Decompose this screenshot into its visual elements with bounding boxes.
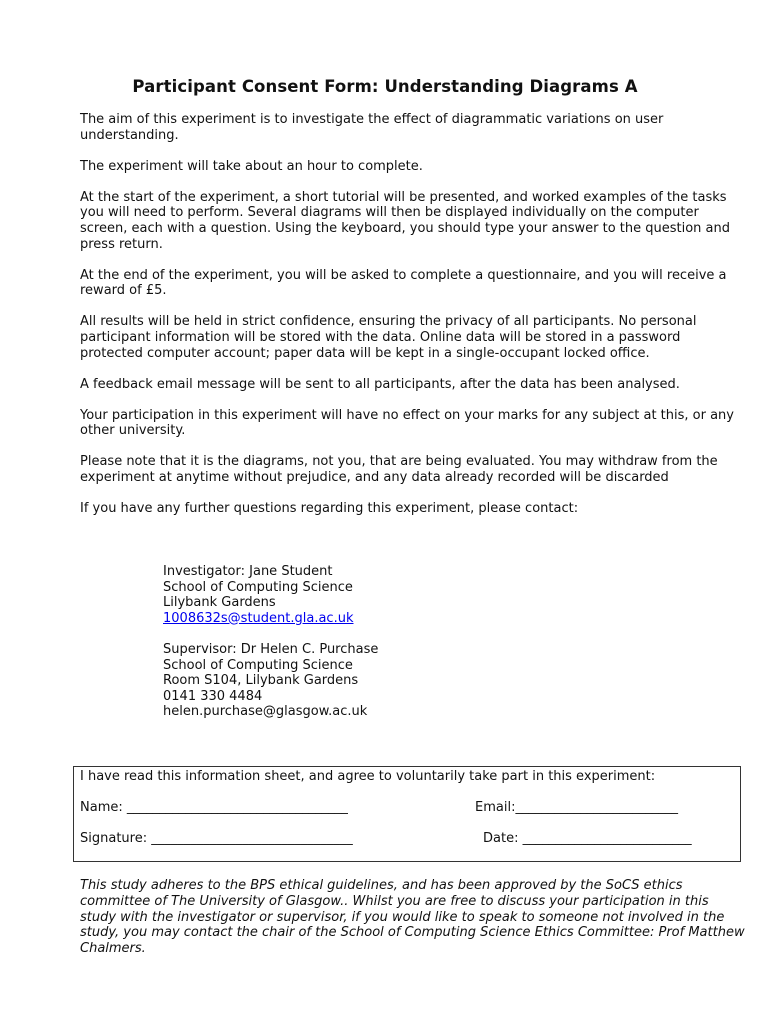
information-text bbox=[80, 112, 745, 532]
investigator-address: Lilybank Gardens bbox=[163, 595, 276, 611]
supervisor-school: School of Computing Science bbox=[163, 657, 353, 673]
investigator-contact bbox=[163, 564, 563, 626]
investigator-email-link[interactable]: 1008632s@student.gla.ac.uk bbox=[163, 610, 354, 626]
paragraph-duration: The experiment will take about an hour to complete. bbox=[80, 158, 423, 174]
email-field[interactable]: Email:_________________________ bbox=[475, 800, 678, 815]
consent-signature-box bbox=[73, 766, 741, 862]
paragraph-feedback: A feedback email message will be sent to all participants, after the data has been analysed. bbox=[80, 376, 680, 392]
paragraph-withdraw: Please note that it is the diagrams, not you, that are being evaluated. You may withdraw from the experiment at anytime without prejudice, and any data already recorded will be discarded bbox=[80, 454, 718, 485]
paragraph-marks: Your participation in this experiment will have no effect on your marks for any subject at this, or any other university. bbox=[80, 407, 734, 439]
paragraph-confidentiality: All results will be held in strict confidence, ensuring the privacy of all participants. No personal participant information will be stored with the data. Online data will be stored in a password protected computer account; paper data will be kept in a single-occupant locked office. bbox=[80, 314, 697, 361]
signature-field[interactable]: Signature: _______________________________ bbox=[80, 831, 353, 846]
supervisor-contact bbox=[163, 642, 563, 720]
name-field[interactable]: Name: __________________________________ bbox=[80, 800, 348, 815]
page-title: Participant Consent Form: Understanding Diagrams A bbox=[132, 77, 638, 96]
supervisor-phone: 0141 330 4484 bbox=[163, 688, 263, 704]
investigator-school: School of Computing Science bbox=[163, 579, 353, 595]
supervisor-email: helen.purchase@glasgow.ac.uk bbox=[163, 704, 368, 720]
consent-statement: I have read this information sheet, and agree to voluntarily take part in this experiment: bbox=[80, 769, 656, 784]
paragraph-contact-intro: If you have any further questions regarding this experiment, please contact: bbox=[80, 501, 579, 517]
paragraph-procedure: At the start of the experiment, a short tutorial will be presented, and worked examples of the tasks you will need to perform. Several diagrams will then be displayed individually on the computer screen, each with a question. Using the keyboard, you should type your answer to the question and press return. bbox=[80, 189, 730, 252]
ethics-note: This study adheres to the BPS ethical guidelines, and has been approved by the SoCS ethics committee of The University of Glasgow.. Whilst you are free to discuss your participation in this study with the investigator or supervisor, if you would like to speak to someone not involved in the study, you may contact the chair of the School of Computing Science Ethics Committee: Prof Matthew Chalmers. bbox=[80, 878, 745, 957]
supervisor-address: Room S104, Lilybank Gardens bbox=[163, 673, 359, 689]
paragraph-aim: The aim of this experiment is to investigate the effect of diagrammatic variations on user understanding. bbox=[80, 112, 664, 143]
investigator-name: Investigator: Jane Student bbox=[163, 564, 333, 579]
date-field[interactable]: Date: __________________________ bbox=[483, 831, 692, 846]
supervisor-name: Supervisor: Dr Helen C. Purchase bbox=[163, 642, 379, 657]
paragraph-reward: At the end of the experiment, you will be asked to complete a questionnaire, and you will receive a reward of £5. bbox=[80, 267, 727, 299]
